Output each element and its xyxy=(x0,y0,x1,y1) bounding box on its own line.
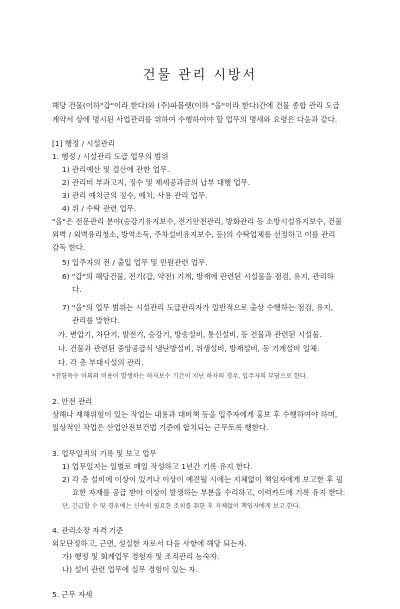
section1-heading: [1] 행정 / 시설관리 xyxy=(52,139,115,148)
section1-item-6b: 다. xyxy=(72,285,82,294)
section1-item-7b: 관리를 말한다. xyxy=(72,316,120,325)
section4-line-3: 나) 설비 관련 업무에 실무 경험이 있는 자. xyxy=(62,565,198,574)
section1-sub-item-2: 나. 건물과 관련된 중앙공급식 냉난방설비, 위생설비, 방재설비, 등 기계설비 일체. xyxy=(58,344,320,353)
section1-item-1: 1) 관리예산 및 결산에 관한 업무. xyxy=(62,165,170,174)
section1-note-1: "을"은 전문관리 분야(승강기유지보수, 전기안전관리, 방화관리 등 소방시설유지보수, 건물 xyxy=(52,217,343,226)
section3-item-2-cont: 요한 자재를 공급 받아 이상이 발생하는 부분을 수리하고, 이력카드에 기록 유지 한다. xyxy=(72,488,346,497)
section1-note-3: 감독 한다. xyxy=(52,243,86,252)
section2-line-2: 일상적인 작업은 산업안전보건법 기준에 합치되는 근무토록 행한다. xyxy=(52,423,269,432)
section3-heading: 3. 업무일지의 기록 및 보고 업무 xyxy=(52,449,157,458)
section3-note: 단, 긴급할 수 및 경우에는 신속히 필요한 조치를 취한 후 지체없이 책임자에게 보고 한다. xyxy=(62,503,301,510)
intro-line-2: 계약서 상에 명시된 사업관리를 위하여 수행하여야 할 업무의 명세와 요령은 다음과 같다. xyxy=(52,115,338,124)
section1-sub-item-1: 가. 변압기, 차단기, 발전기, 승강기, 방송설비, 통신설비, 등 건물과 관련된 시설물. xyxy=(58,330,322,339)
section3-item-1: 1) 업무일지는 일별로 매일 작성하고 1년간 기록 유지 한다. xyxy=(62,462,253,471)
section1-item-4: 4) 위 / 수탁 관련 업무. xyxy=(62,204,137,213)
section1-footnote: *전항목수 이외의 비용이 발생하는 하자보수 기간이 지난 하자의 경우, 입주자의 부담으로 한다. xyxy=(52,373,308,380)
section1-item-3: 3) 관리 예치금의 징수, 예치, 사용 관리 업무. xyxy=(62,191,208,200)
section4-heading: 4. 관리소장 자격 기준 xyxy=(52,526,124,535)
section4-line-2: 가) 행정 및 회계업무 경험자 및 조직관리 능숙자. xyxy=(62,552,220,561)
section1-sub1: 1. 행정 / 시설관리 도급 업무의 범위 xyxy=(52,152,169,161)
section5-heading: 5. 근무 자세 xyxy=(52,590,93,599)
section1-item-5: 5) 입주자의 전 / 출입 업무 및 민원관련 업무. xyxy=(62,258,208,267)
section1-item-2: 2) 관리비 부과고지, 징수 및 제세공과금의 납부 대행 업무. xyxy=(62,178,251,187)
section1-sub-item-3: 다. 각 층 부대시설의 관리. xyxy=(58,358,144,367)
section1-item-6a: 6) "갑"의 해당건물, 전기(갑, 약전) 기계, 방재에 관련된 시설물을 점검, 유지, 관리하 xyxy=(62,272,334,281)
document-title: 건물 관리 시방서 xyxy=(142,68,258,83)
intro-line-1: 해당 건물(이하"갑"이라 한다)와 (주)파블렛(이하 "을"이라 한다)간에 건물 종합 관리 도급 xyxy=(52,101,340,110)
section4-line-1: 외모단정하고, 근면, 성실한 자로서 다음 사항에 해당 되는자. xyxy=(52,539,247,548)
section2-heading: 2. 안전 관리 xyxy=(52,397,93,406)
section3-item-2: 2) 각 층 설비에 이상이 있거나 이상이 예견될 시에는 지체없이 책임자에게 보고한 후 필 xyxy=(62,475,343,484)
section2-line-1: 상해나 재해위험이 있는 작업는 내용과 대비책 등을 입주자에게 홍보 후 수행하여야 하며, xyxy=(52,410,338,419)
section1-item-7a: 7) "을"의 업무 범위는 시설관리 도급관리자가 일반적으로 출상 수행하는 점검, 유지, xyxy=(62,303,334,312)
section1-note-2: 외벽 / 외벽유리청소, 방역소독, 주차설비유지보수, 등)의 수탁업체를 선정하고 이를 관리 xyxy=(52,230,336,239)
